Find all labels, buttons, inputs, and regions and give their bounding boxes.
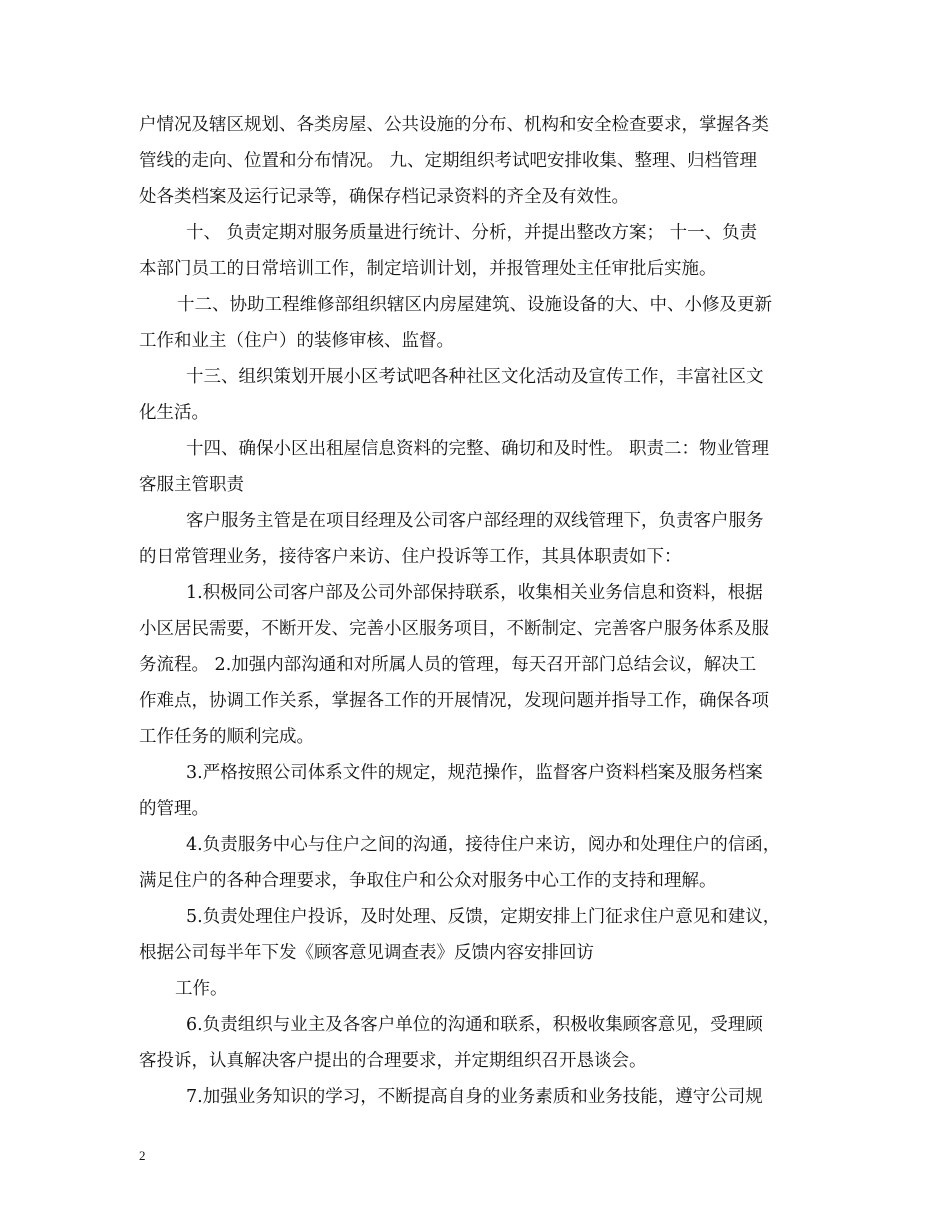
text-line: 4.负责服务中心与住户之间的沟通，接待住户来访，阅办和处理住户的信函， bbox=[186, 835, 781, 855]
text-line: 工作任务的顺利完成。 bbox=[139, 727, 314, 747]
text-line: 3.严格按照公司体系文件的规定，规范操作，监督客户资料档案及服务档案 bbox=[186, 763, 763, 783]
text-line: 7.加强业务知识的学习，不断提高自身的业务素质和业务技能，遵守公司规 bbox=[186, 1087, 763, 1107]
text-line: 的管理。 bbox=[139, 799, 209, 819]
text-line: 十、 负责定期对服务质量进行统计、分析，并提出整改方案； 十一、负责 bbox=[186, 223, 758, 243]
text-line: 十二、协助工程维修部组织辖区内房屋建筑、设施设备的大、中、小修及更新 bbox=[177, 295, 772, 315]
text-line: 十四、确保小区出租屋信息资料的完整、确切和及时性。 职责二：物业管理 bbox=[186, 439, 770, 459]
text-line: 管线的走向、位置和分布情况。 九、定期组织考试吧安排收集、整理、归档管理 bbox=[139, 151, 758, 171]
text-line: 务流程。 2.加强内部沟通和对所属人员的管理，每天召开部门总结会议，解决工 bbox=[139, 655, 757, 675]
text-line: 化生活。 bbox=[139, 403, 209, 423]
text-line: 十三、组织策划开展小区考试吧各种社区文化活动及宣传工作，丰富社区文 bbox=[186, 367, 764, 387]
text-line: 工作。 bbox=[175, 979, 228, 999]
text-line: 本部门员工的日常培训工作，制定培训计划，并报管理处主任审批后实施。 bbox=[139, 259, 717, 279]
text-line: 客户服务主管是在项目经理及公司客户部经理的双线管理下，负责客户服务 bbox=[186, 511, 764, 531]
text-line: 作难点，协调工作关系，掌握各工作的开展情况，发现问题并指导工作，确保各项 bbox=[139, 691, 769, 711]
page-number: 2 bbox=[139, 1148, 146, 1163]
text-line: 处各类档案及运行记录等，确保存档记录资料的齐全及有效性。 bbox=[139, 187, 629, 207]
text-line: 户情况及辖区规划、各类房屋、公共设施的分布、机构和安全检查要求，掌握各类 bbox=[139, 115, 769, 135]
text-line: 满足住户的各种合理要求，争取住户和公众对服务中心工作的支持和理解。 bbox=[139, 871, 717, 891]
text-line: 客服主管职责 bbox=[139, 475, 244, 495]
text-line: 工作和业主（住户）的装修审核、监督。 bbox=[139, 331, 454, 351]
text-line: 1.积极同公司客户部及公司外部保持联系，收集相关业务信息和资料，根据 bbox=[186, 583, 763, 603]
text-line: 的日常管理业务，接待客户来访、住户投诉等工作，其具体职责如下： bbox=[139, 547, 682, 567]
text-line: 5.负责处理住户投诉，及时处理、反馈，定期安排上门征求住户意见和建议， bbox=[186, 907, 781, 927]
text-line: 6.负责组织与业主及各客户单位的沟通和联系，积极收集顾客意见，受理顾 bbox=[186, 1015, 763, 1035]
text-line: 客投诉，认真解决客户提出的合理要求，并定期组织召开恳谈会。 bbox=[139, 1051, 647, 1071]
text-line: 小区居民需要，不断开发、完善小区服务项目，不断制定、完善客户服务体系及服 bbox=[139, 619, 769, 639]
text-line: 根据公司每半年下发《顾客意见调查表》反馈内容安排回访 bbox=[139, 943, 594, 963]
